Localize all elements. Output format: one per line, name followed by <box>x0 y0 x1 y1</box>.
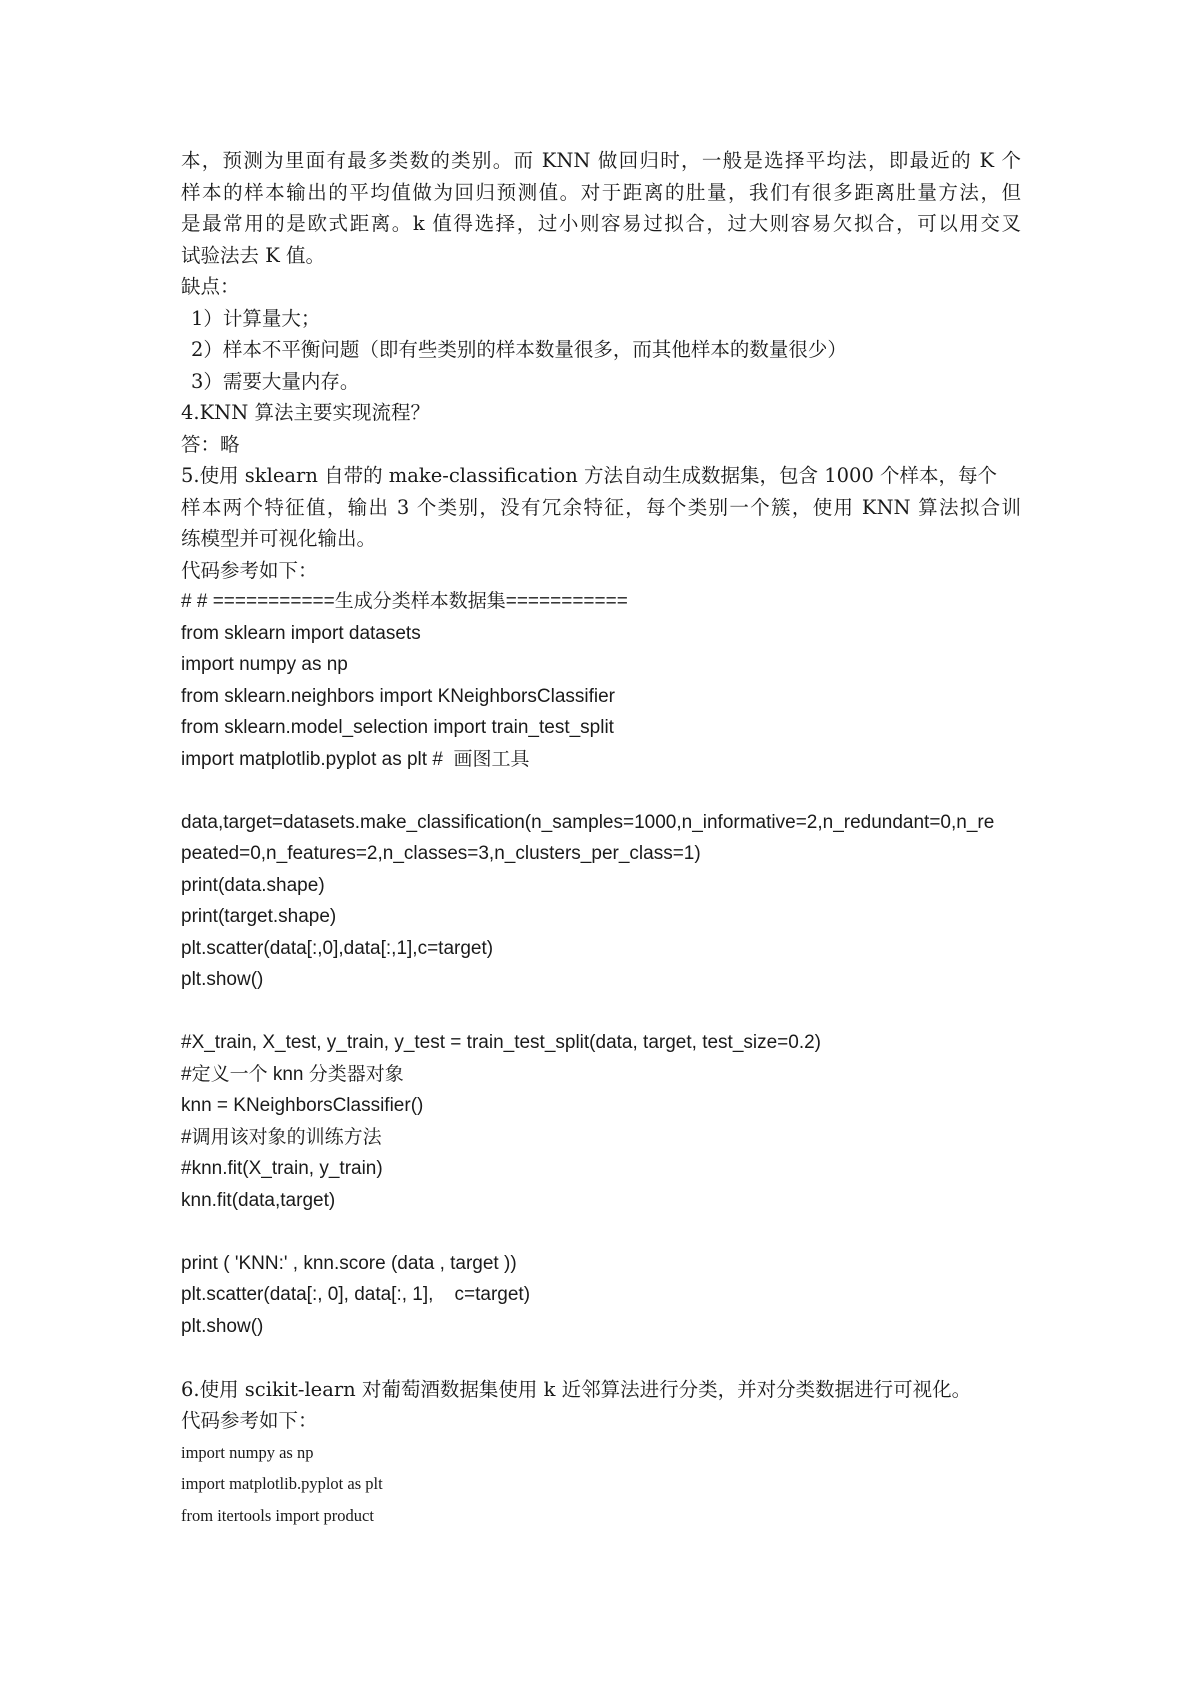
code-line: data,target=datasets.make_classification(n_samples=1000,n_informative=2,n_redundant=0,n_re <box>181 811 995 833</box>
list-item: 1）计算量大； <box>191 306 321 330</box>
code-line: import matplotlib.pyplot as plt # 画图工具 <box>181 748 530 770</box>
section-label: 缺点： <box>181 275 240 298</box>
text-line: 练模型并可视化输出。 <box>181 527 377 550</box>
blank-line <box>181 775 1021 807</box>
code-line: peated=0,n_features=2,n_classes=3,n_clusters_per_class=1) <box>181 843 701 864</box>
code-line: plt.show() <box>181 1315 264 1337</box>
code-line: #调用该对象的训练方法 <box>181 1126 382 1148</box>
text-line: 是最常用的是欧式距离。k 值得选择，过小则容易过拟合，过大则容易欠拟合，可以用交叉 <box>181 212 1021 235</box>
text-line: 试验法去 K 值。 <box>181 243 325 267</box>
code-line: from sklearn.model_selection import train_test_split <box>181 717 614 738</box>
code-line: # # ===========生成分类样本数据集=========== <box>181 591 628 612</box>
text-line: 本，预测为里面有最多类数的类别。而 KNN 做回归时，一般是选择平均法，即最近的 K 个 <box>181 149 1021 172</box>
answer-line: 答：略 <box>181 432 240 456</box>
blank-line <box>181 1342 1021 1374</box>
document-body <box>181 145 1021 1531</box>
code-line: print(data.shape) <box>181 874 325 896</box>
text-line: 样本两个特征值，输出 3 个类别，没有冗余特征，每个类别一个簇，使用 KNN 算法拟合训 <box>181 495 1021 519</box>
code-line: from sklearn import datasets <box>181 622 421 644</box>
code-line: import numpy as np <box>181 654 348 675</box>
code-line: print(target.shape) <box>181 906 337 927</box>
question-heading: 5.使用 sklearn 自带的 make-classification 方法自动生成数据集，包含 1000 个样本，每个 <box>181 464 998 487</box>
blank-line <box>181 996 1021 1028</box>
code-line: plt.show() <box>181 969 264 990</box>
text-line: 样本的样本输出的平均值做为回归预测值。对于距离的肚量，我们有很多距离肚量方法，但 <box>181 180 1021 204</box>
code-line: plt.scatter(data[:,0],data[:,1],c=target) <box>181 937 494 959</box>
code-intro: 代码参考如下： <box>181 1409 318 1432</box>
code-line: knn.fit(data,target) <box>181 1189 336 1211</box>
code-line: #定义一个 knn 分类器对象 <box>181 1063 404 1085</box>
code-line: from sklearn.neighbors import KNeighborsClassifier <box>181 685 616 707</box>
code-intro: 代码参考如下： <box>181 558 318 582</box>
blank-line <box>181 1216 1021 1248</box>
code-line: import matplotlib.pyplot as plt <box>181 1474 383 1493</box>
list-item: 2）样本不平衡问题（即有些类别的样本数量很多，而其他样本的数量很少） <box>191 338 847 361</box>
code-line: plt.scatter(data[:, 0], data[:, 1], c=target) <box>181 1284 531 1305</box>
code-line: #knn.fit(X_train, y_train) <box>181 1158 383 1179</box>
question-heading: 4.KNN 算法主要实现流程？ <box>181 401 430 424</box>
list-item: 3）需要大量内存。 <box>191 369 360 393</box>
question-heading: 6.使用 scikit-learn 对葡萄酒数据集使用 k 近邻算法进行分类，并对分类数据进行可视化。 <box>181 1377 972 1401</box>
code-line: print ( 'KNN:' , knn.score (data , target )) <box>181 1252 517 1274</box>
code-line: from itertools import product <box>181 1505 374 1525</box>
code-line: #X_train, X_test, y_train, y_test = train_test_split(data, target, test_size=0.2) <box>181 1032 822 1053</box>
code-line: import numpy as np <box>181 1442 314 1462</box>
code-line: knn = KNeighborsClassifier() <box>181 1095 424 1116</box>
